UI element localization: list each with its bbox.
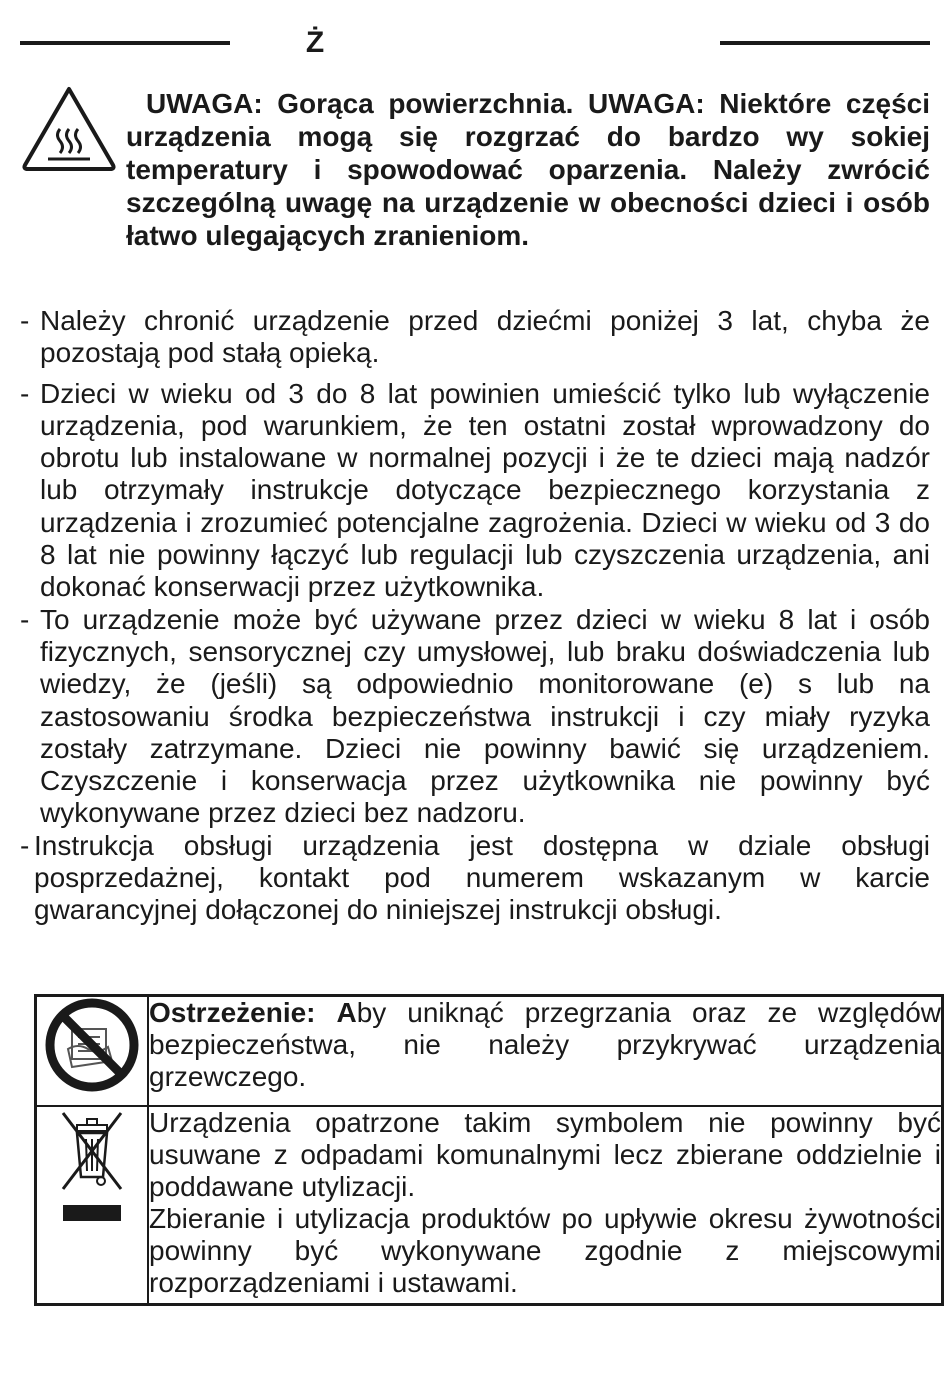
list-dash: - — [20, 305, 30, 336]
notice-body: by uniknąć przegrzania oraz ze względów bezpieczeństwa, nie należy przykrywać urządzenia grzewczego. — [149, 997, 941, 1092]
list-item — [20, 604, 930, 830]
weee-notice-row — [36, 1106, 943, 1305]
list-dash: - — [20, 829, 30, 861]
crossed-out-bin-icon — [57, 1107, 127, 1227]
list-dash: - — [20, 377, 30, 409]
do-not-cover-icon — [44, 997, 140, 1093]
list-item-text: Dzieci w wieku od 3 do 8 lat powinien umieścić tylko lub wyłączenie urządzenia, pod warunkiem, że ten ostatni został wprowadzony do obrotu lub instalowane w normalnej pozycji i że te dzieci mają nadzór lub otrzymały instrukcje dotyczące bezpiecznego korzystania z urządzenia i zrozumieć potencjalne zagrożenia. Dzieci w wieku od 3 do 8 lat nie powinny łączyć lub regulacji lub czyszczenia urządzenia, ani dokonać konserwacji przez użytkownika. — [40, 377, 930, 603]
notice-table — [34, 994, 944, 1306]
notice-lead-letter: A — [336, 997, 357, 1028]
hot-surface-icon — [20, 83, 118, 173]
weee-notice-text — [148, 1106, 943, 1305]
notice-label: Ostrzeżenie: — [149, 997, 316, 1028]
weee-paragraph: Zbieranie i utylizacja produktów po upływie okresu żywotności powinny być wykonywane zgodnie z miejscowymi rozporządzeniami i ustawami. — [149, 1203, 941, 1298]
list-item — [20, 378, 930, 604]
header-letter: Ż — [305, 26, 325, 59]
list-dash: - — [20, 603, 30, 635]
list-item-text: Należy chronić urządzenie przed dziećmi poniżej 3 lat, chyba że pozostają pod stałą opieką. — [40, 305, 930, 369]
header-rule-left — [20, 41, 230, 45]
list-item — [20, 305, 930, 370]
list-item-text: To urządzenie może być używane przez dzieci w wieku 8 lat i osób fizycznych, sensorycznej czy umysłowej, lub braku doświadczenia lub wiedzy, że (jeśli) są odpowiednio monitorowane (e) s lub na zastosowaniu środka bezpieczeństwa instrukcji i czy miały ryzyka zostały zatrzymane. Dzieci nie powinny bawić się urządzeniem. Czyszczenie i konserwacja przez użytkownika nie powinny być wykonywane przez dzieci bez nadzoru. — [40, 603, 930, 829]
overheat-notice-row — [36, 996, 943, 1107]
hot-surface-warning: UWAGA: Gorąca powierzchnia. UWAGA: Niektóre części urządzenia mogą się rozgrzać do bardzo wy sokiej temperatury i spowodować oparzenia. Należy zwrócić szczególną uwagę na urządzenie w obecności dzieci i osób łatwo ulegających zranieniom. — [126, 88, 930, 251]
list-item — [20, 830, 930, 927]
instructions-list — [20, 305, 930, 927]
notice-icon-cell — [36, 996, 149, 1107]
notice-icon-cell — [36, 1106, 149, 1305]
weee-paragraph: Urządzenia opatrzone takim symbolem nie powinny być usuwane z odpadami komunalnymi lecz zbierane oddzielnie i poddawane utylizacji. — [149, 1107, 941, 1202]
list-item-text: Instrukcja obsługi urządzenia jest dostępna w dziale obsługi posprzedażnej, kontakt pod numerem wskazanym w karcie gwarancyjnej dołączonej do niniejszej instrukcji obsługi. — [34, 829, 930, 926]
overheat-notice-text — [148, 996, 943, 1107]
header-rule-right — [720, 41, 930, 45]
